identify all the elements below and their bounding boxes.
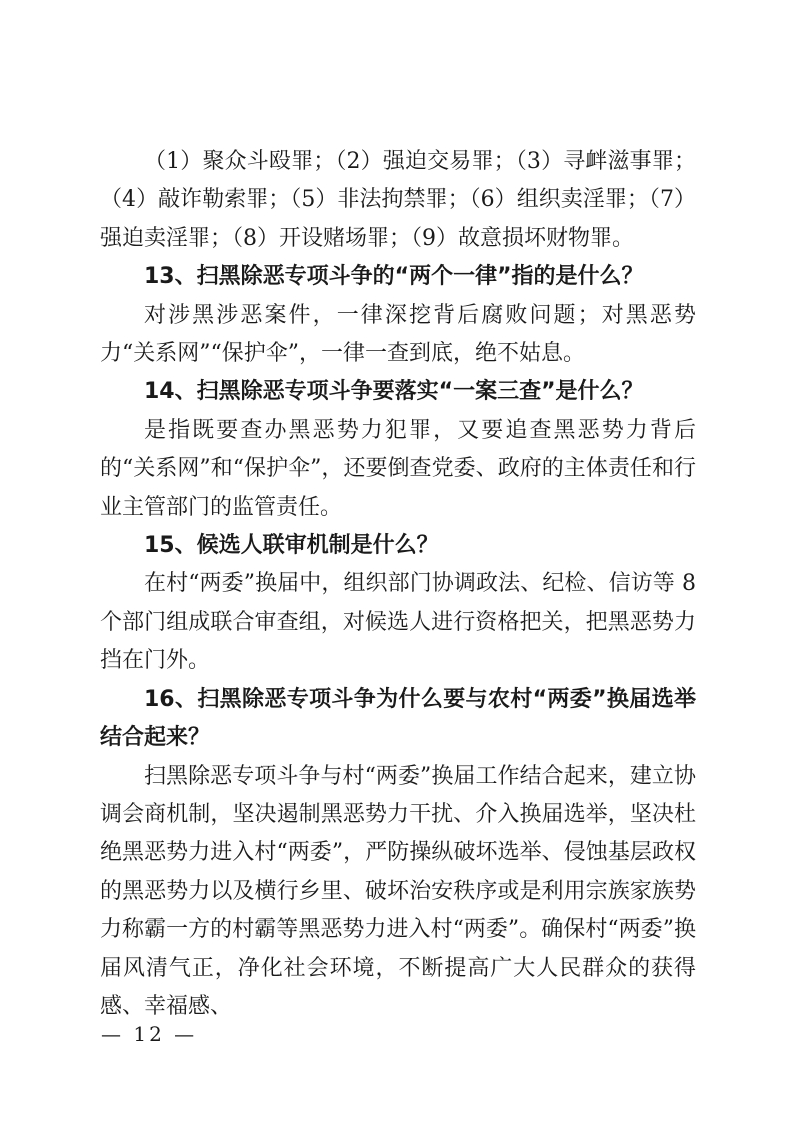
question-13-heading: 13、扫黑除恶专项斗争的“两个一律”指的是什么？ [144, 264, 644, 290]
question-15-heading: 15、候选人联审机制是什么？ [144, 533, 439, 559]
answer-14-paragraph: 是指既要查办黑恶势力犯罪，又要追查黑恶势力背后的“关系网”和“保护伞”，还要倒查党委、政府的主体责任和行业主管部门的监管责任。 [100, 417, 696, 520]
page-footer [101, 1020, 197, 1048]
document-body [100, 143, 696, 1026]
question-14-heading: 14、扫黑除恶专项斗争要落实“一案三查”是什么？ [144, 379, 644, 405]
answer-13-paragraph: 对涉黑涉恶案件，一律深挖背后腐败问题；对黑恶势力“关系网”“保护伞”，一律一查到底，绝不姑息。 [100, 302, 696, 367]
answer-15-paragraph: 在村“两委”换届中，组织部门协调政法、纪检、信访等 8 个部门组成联合审查组，对候选人进行资格把关，把黑恶势力挡在门外。 [100, 571, 696, 674]
page-number: — 12 — [101, 1022, 198, 1046]
answer-16-paragraph: 扫黑除恶专项斗争与村“两委”换届工作结合起来，建立协调会商机制，坚决遏制黑恶势力干扰、介入换届选举，坚决杜绝黑恶势力进入村“两委”，严防操纵破坏选举、侵蚀基层政权的黑恶势力以及横行乡里、破坏治安秩序或是利用宗族家族势力称霸一方的村霸等黑恶势力进入村“两委”。确保村“两委”换届风清气正，净化社会环境，不断提高广大人民群众的获得感、幸福感、 [100, 763, 696, 1019]
question-16-heading: 16、扫黑除恶专项斗争为什么要与农村“两委”换届选举结合起来？ [100, 686, 696, 751]
paragraph-crime-list: （1）聚众斗殴罪；（2）强迫交易罪；（3）寻衅滋事罪；（4）敲诈勒索罪；（5）非法拘禁罪；（6）组织卖淫罪；（7）强迫卖淫罪；（8）开设赌场罪；（9）故意损坏财物罪。 [100, 149, 696, 251]
